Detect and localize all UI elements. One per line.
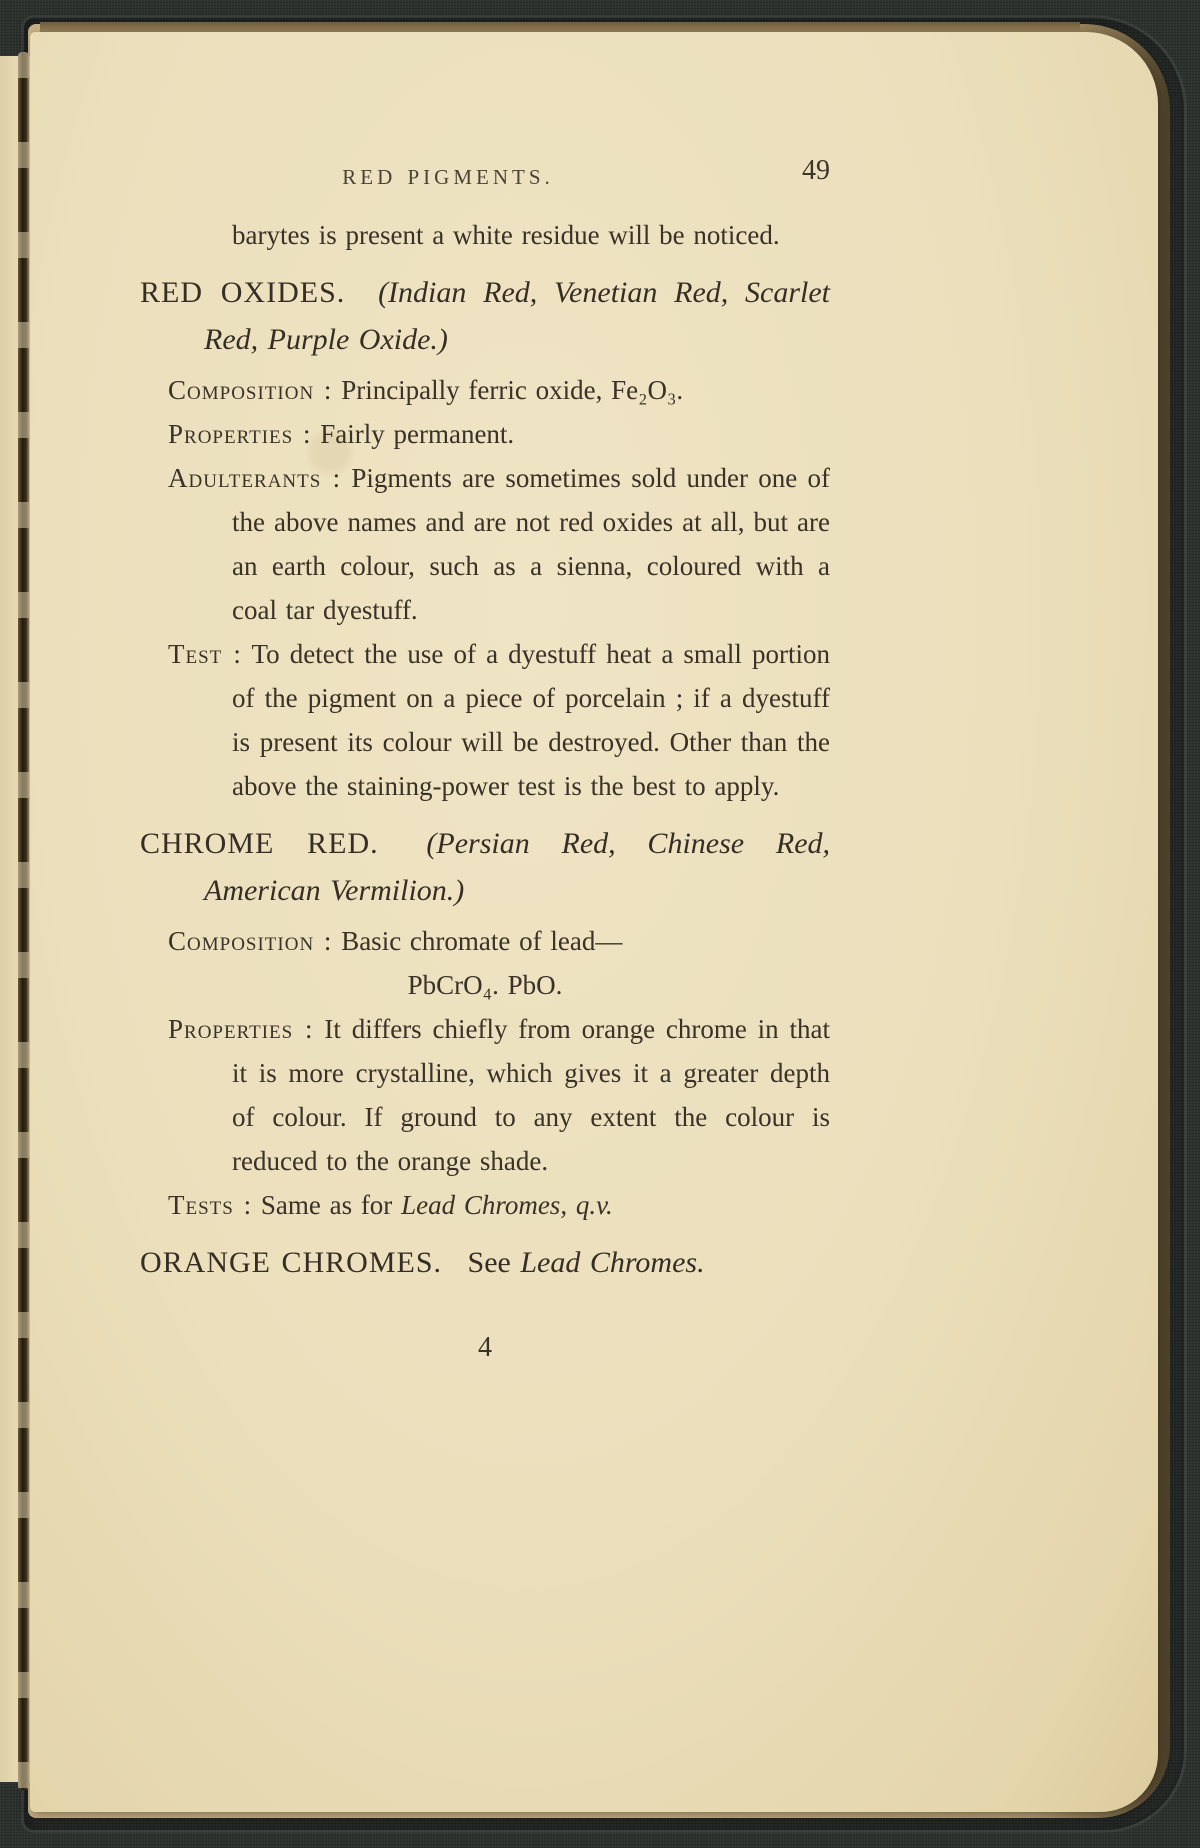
cross-reference: See: [467, 1246, 511, 1279]
entry-heading-red-oxides: [140, 269, 830, 363]
definition-composition: [140, 368, 830, 412]
definition-properties: [140, 1007, 830, 1183]
entry-title: RED OXIDES.: [140, 276, 346, 309]
gutter-tear: [18, 52, 29, 1790]
cross-reference-italic: Lead Chromes.: [520, 1246, 705, 1279]
continued-paragraph: barytes is present a white residue will be noticed.: [232, 220, 780, 250]
definition-label: Composition :: [168, 926, 333, 956]
chemical-formula: PbCrO₄. PbO.: [407, 970, 563, 1000]
definition-text: Basic chromate of lead—: [341, 926, 623, 956]
running-head: RED PIGMENTS.: [342, 165, 554, 189]
page-number: 49: [802, 155, 830, 186]
entry-synonyms: (Persian Red, Chinese Red, American Vermilion.): [204, 827, 831, 907]
definition-text: Principally ferric oxide, Fe₂O₃.: [341, 375, 684, 405]
definition-tests: [140, 1183, 830, 1227]
book-page: [30, 32, 1158, 1812]
definition-composition: [140, 919, 830, 963]
definition-adulterants: [140, 456, 830, 632]
entry-heading-chrome-red: [140, 820, 830, 914]
definition-label: Composition :: [168, 375, 333, 405]
text-block: [140, 155, 830, 1370]
definition-text: To detect the use of a dyestuff heat a small portion of the pigment on a piece of porcelain ; if a dyestuff is present its colour will be destroyed. Other than the above the staining-power test is the best to apply.: [232, 639, 831, 801]
definition-text: Same as for: [260, 1190, 393, 1220]
entry-title: ORANGE CHROMES.: [140, 1246, 443, 1279]
definition-label: Properties :: [168, 419, 312, 449]
definition-label: Test :: [168, 639, 242, 669]
definition-label: Properties :: [168, 1014, 314, 1044]
entry-title: CHROME RED.: [140, 827, 379, 860]
definition-label: Tests :: [168, 1190, 253, 1220]
entry-synonyms: (Indian Red, Venetian Red, Scarlet Red, Purple Oxide.): [204, 276, 831, 356]
definition-test: [140, 632, 830, 808]
definition-text-italic: Lead Chromes, q.v.: [401, 1190, 613, 1220]
definition-text: Fairly permanent.: [320, 419, 515, 449]
entry-heading-orange-chromes: [140, 1239, 830, 1286]
definition-properties: [140, 412, 830, 456]
definition-text: Pigments are sometimes sold under one of the above names and are not red oxides at all, but are an earth colour, such as a sienna, coloured with a coal tar dyestuff.: [232, 463, 831, 625]
definition-label: Adulterants :: [168, 463, 342, 493]
signature-mark: 4: [478, 1332, 492, 1363]
running-head-row: [140, 155, 830, 199]
definition-text: It differs chiefly from orange chrome in that it is more crystalline, which gives it a greater depth of colour. If ground to any extent the colour is reduced to the orange shade.: [232, 1014, 831, 1176]
